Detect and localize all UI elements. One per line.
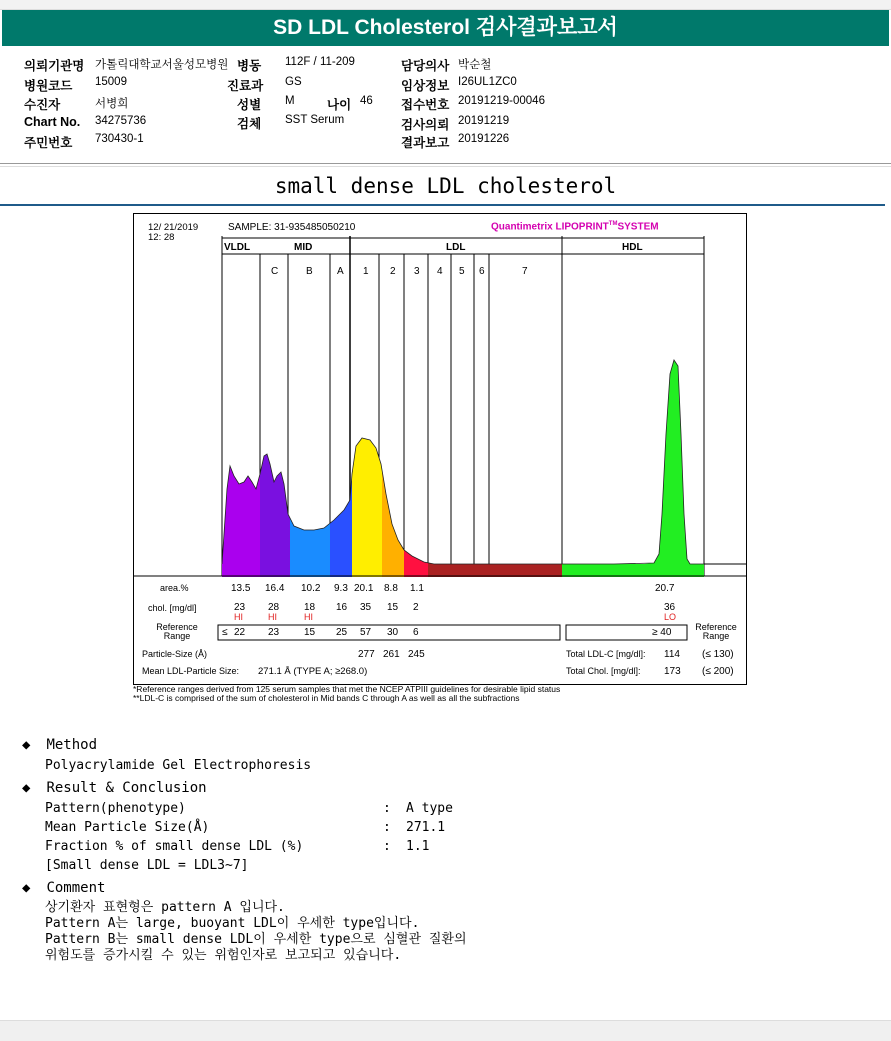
- info-value: 20191226: [458, 133, 510, 145]
- diamond-icon: ◆: [22, 737, 31, 753]
- group-mid: MID: [294, 242, 313, 253]
- row-label-chol: chol. [mg/dl]: [148, 603, 197, 613]
- system-name-b: SYSTEM: [617, 221, 659, 233]
- info-label: 임상정보: [401, 79, 450, 93]
- diamond-icon: ◆: [22, 880, 31, 896]
- info-label: 결과보고: [401, 136, 450, 150]
- band-label: 5: [459, 266, 465, 277]
- band-label: 2: [390, 266, 396, 277]
- info-label: 검체: [237, 117, 262, 131]
- info-label: 접수번호: [401, 98, 450, 112]
- area-value: 9.3: [334, 583, 348, 594]
- chart-date: 12/ 21/2019: [148, 222, 199, 233]
- total-ldl-label: Total LDL-C [mg/dl]:: [566, 649, 646, 659]
- area-value: 13.5: [231, 583, 251, 594]
- particle-value: 245: [408, 649, 425, 660]
- info-value: 20191219-00046: [458, 95, 545, 107]
- flag-hi: HI: [234, 612, 243, 622]
- ref-value: 25: [336, 627, 348, 638]
- comment-line: 상기환자 표현형은 pattern A 입니다.: [45, 900, 285, 915]
- result-value: A type: [406, 801, 453, 816]
- ref-value: 6: [413, 627, 419, 638]
- flag-hi: HI: [304, 612, 313, 622]
- total-chol-ref: (≤ 200): [702, 666, 734, 677]
- chol-value: 2: [413, 602, 419, 613]
- ref-symbol: ≤: [222, 627, 228, 638]
- age-value: 46: [360, 95, 373, 107]
- report-title: SD LDL Cholesterol 검사결과보고서: [2, 10, 889, 46]
- area-value: 16.4: [265, 583, 285, 594]
- ref-value: 23: [268, 627, 280, 638]
- comment-line: Pattern A는 large, buoyant LDL이 우세한 type입니다.: [45, 916, 420, 931]
- ref-value: 15: [304, 627, 316, 638]
- band-label: B: [306, 266, 313, 277]
- info-label: 병원코드: [24, 79, 73, 93]
- method-body: Polyacrylamide Gel Electrophoresis: [45, 758, 312, 773]
- band-label: 1: [363, 266, 369, 277]
- chol-value: 35: [360, 602, 372, 613]
- total-chol-value: 173: [664, 666, 681, 677]
- divider: [0, 163, 891, 164]
- comment-line: 위험도를 증가시킬 수 있는 위험인자로 보고되고 있습니다.: [45, 948, 402, 963]
- band-label: 7: [522, 266, 528, 277]
- row-label-ref-hdl: Reference Range: [695, 622, 737, 641]
- system-tm: TM: [608, 221, 618, 227]
- method-heading: [22, 737, 97, 753]
- info-label: 병동: [237, 59, 262, 73]
- info-label: Chart No.: [24, 115, 81, 129]
- area-value: 8.8: [384, 583, 398, 594]
- result-label: Pattern(phenotype): [45, 801, 186, 816]
- total-chol-label: Total Chol. [mg/dl]:: [566, 666, 641, 676]
- info-value: 서병희: [95, 98, 129, 110]
- footnote: *Reference ranges derived from 125 serum samples that met the NCEP ATPIII guidelines for desirable lipid status: [133, 684, 561, 694]
- method-title: Method: [46, 737, 98, 753]
- result-value: 271.1: [406, 820, 446, 835]
- flag-lo: LO: [664, 612, 677, 622]
- divider: [0, 204, 885, 206]
- bottom-strip: [0, 1020, 891, 1041]
- group-hdl: HDL: [622, 242, 643, 253]
- info-label: 의뢰기관명: [24, 59, 85, 73]
- info-label: 담당의사: [401, 59, 450, 73]
- info-label: 검사의뢰: [401, 118, 450, 132]
- chol-value: 16: [336, 602, 348, 613]
- ref-value: ≥ 40: [652, 627, 672, 638]
- band-label: 3: [414, 266, 420, 277]
- result-colon: :: [383, 820, 391, 835]
- flag-hi: HI: [268, 612, 277, 622]
- info-value: GS: [285, 76, 302, 88]
- row-label-ref: Reference Range: [156, 622, 198, 641]
- info-label: 진료과: [227, 79, 264, 93]
- chol-value: 28: [268, 602, 280, 613]
- comment-heading: [22, 880, 105, 896]
- info-label: 성별: [237, 98, 262, 112]
- info-value: 112F / 11-209: [285, 56, 355, 68]
- info-label: 수진자: [24, 98, 61, 112]
- area-value: 10.2: [301, 583, 321, 594]
- age-label: 나이: [327, 98, 352, 112]
- group-ldl: LDL: [446, 242, 466, 253]
- lipoprint-chart: [133, 213, 747, 685]
- chart-time: 12: 28: [148, 232, 175, 243]
- system-name: [491, 221, 659, 232]
- system-name-a: Quantimetrix LIPOPRINT: [491, 221, 609, 233]
- result-value: 1.1: [406, 839, 430, 854]
- row-label-particle: Particle-Size (Å): [142, 649, 208, 659]
- info-value: 730430-1: [95, 133, 144, 145]
- chol-value: 15: [387, 602, 399, 613]
- chol-value: 36: [664, 602, 676, 613]
- electrophoresis-graph: [134, 214, 746, 684]
- total-ldl-ref: (≤ 130): [702, 649, 734, 660]
- ref-value: 57: [360, 627, 372, 638]
- mean-ldl-size: 271.1 Å (TYPE A; ≥268.0): [258, 666, 368, 677]
- info-value: 가톨릭대학교서울성모병원: [95, 59, 229, 71]
- result-footnote: [Small dense LDL = LDL3~7]: [45, 858, 249, 873]
- info-value: I26UL1ZC0: [458, 76, 517, 88]
- sample-id: SAMPLE: 31-935485050210: [228, 222, 356, 233]
- band-label: C: [271, 266, 279, 277]
- row-label-area: area.%: [160, 583, 189, 593]
- particle-value: 261: [383, 649, 400, 660]
- top-strip: [0, 0, 891, 10]
- info-value: 15009: [95, 76, 127, 88]
- info-label: 주민번호: [24, 136, 73, 150]
- info-value: 34275736: [95, 115, 147, 127]
- result-label: Fraction % of small dense LDL (%): [45, 839, 304, 854]
- group-vldl: VLDL: [224, 242, 251, 253]
- chol-value: 18: [304, 602, 316, 613]
- divider: [0, 166, 891, 167]
- result-colon: :: [383, 801, 391, 816]
- footnote: **LDL-C is comprised of the sum of cholesterol in Mid bands C through A as well as all the subfractions: [133, 693, 520, 703]
- comment-line: Pattern B는 small dense LDL이 우세한 type으로 심혈관 질환의: [45, 932, 467, 947]
- result-label: Mean Particle Size(Å): [45, 820, 210, 835]
- info-value: 20191219: [458, 115, 510, 127]
- patient-info: [0, 52, 891, 162]
- band-label: A: [337, 266, 344, 277]
- info-value: M: [285, 95, 295, 107]
- chol-value: 23: [234, 602, 246, 613]
- particle-value: 277: [358, 649, 375, 660]
- info-value: SST Serum: [285, 114, 345, 126]
- total-ldl-value: 114: [664, 649, 680, 660]
- result-heading: [22, 780, 207, 796]
- ref-value: 30: [387, 627, 399, 638]
- diamond-icon: ◆: [22, 780, 31, 796]
- row-label-mean: Mean LDL-Particle Size:: [142, 666, 240, 676]
- section-title: small dense LDL cholesterol: [274, 174, 617, 198]
- comment-title: Comment: [46, 880, 106, 896]
- band-label: 4: [437, 266, 443, 277]
- area-value: 1.1: [410, 583, 424, 594]
- band-label: 6: [479, 266, 485, 277]
- area-value: 20.7: [655, 583, 675, 594]
- result-title: Result & Conclusion: [46, 780, 207, 796]
- ref-value: 22: [234, 627, 246, 638]
- result-colon: :: [383, 839, 391, 854]
- info-value: 박순철: [458, 59, 492, 71]
- area-value: 20.1: [354, 583, 374, 594]
